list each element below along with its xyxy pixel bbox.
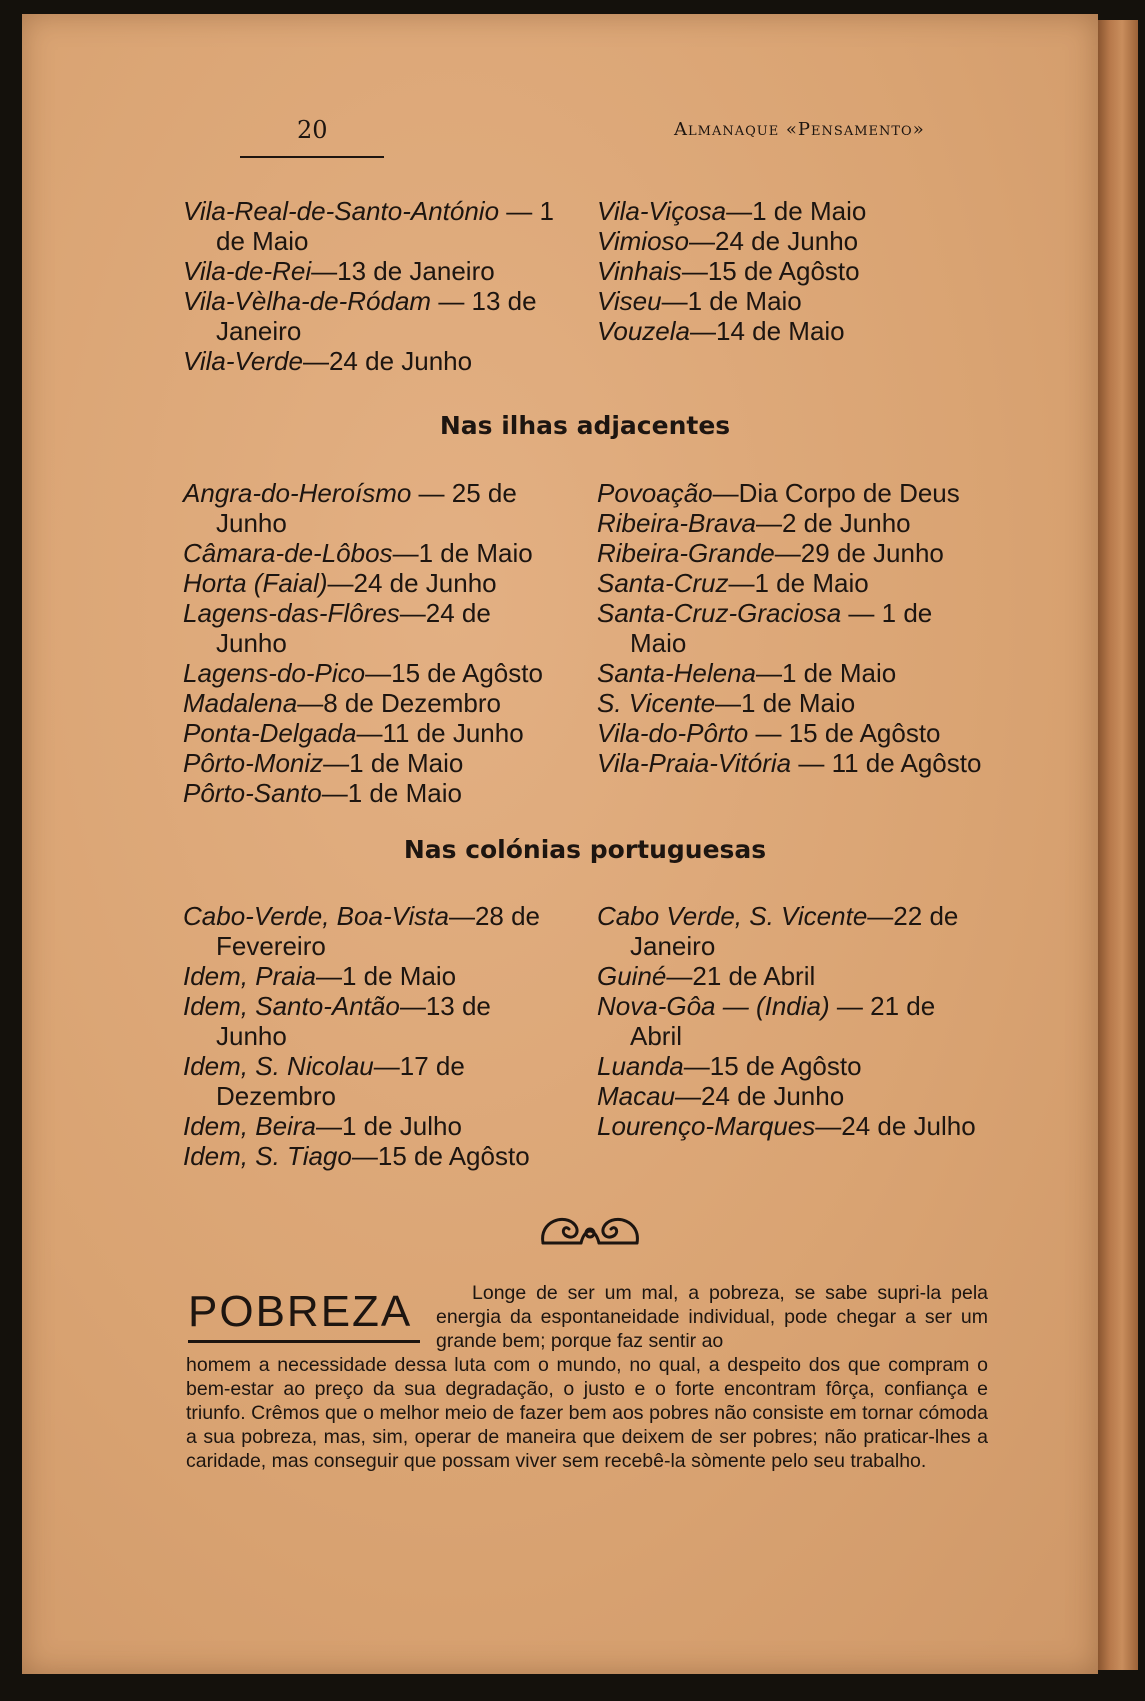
list-item: Câmara-de-Lôbos—1 de Maio [183, 538, 533, 568]
list-item: Vila-Praia-Vitória — 11 de Agôsto [597, 748, 982, 778]
list-item: Idem, Santo-Antão—13 de Junho [183, 991, 491, 1051]
list-item: Vimioso—24 de Junho [597, 226, 859, 256]
pobreza-lead-paragraph: Longe de ser um mal, a pobreza, se sabe supri-la pela energia da espontaneidade individual, pode chegar a ser um grande bem; porque faz sentir ao [436, 1282, 988, 1352]
list-item: Macau—24 de Junho [597, 1081, 845, 1111]
running-title: Almanaque «Pensamento» [674, 119, 925, 140]
list-item: Angra-do-Heroísmo — 25 de Junho [183, 478, 517, 538]
list-item: Cabo-Verde, Boa-Vista—28 de Fevereiro [183, 901, 541, 961]
list-item: Cabo Verde, S. Vicente—22 de Janeiro [597, 901, 959, 961]
list-item: Ponta-Delgada—11 de Junho [183, 718, 524, 748]
ilhas-left-column [183, 478, 568, 808]
continental-right-column [597, 196, 987, 346]
list-item: Horta (Faial)—24 de Junho [183, 568, 497, 598]
section-heading-ilhas: Nas ilhas adjacentes [439, 411, 731, 440]
list-item: Madalena—8 de Dezembro [183, 688, 501, 718]
list-item: Pôrto-Moniz—1 de Maio [183, 748, 464, 778]
pobreza-title: POBREZA [188, 1287, 413, 1336]
list-item: Vinhais—15 de Agôsto [597, 256, 860, 286]
ornament-icon [535, 1207, 645, 1251]
ilhas-right-column [597, 478, 987, 778]
list-item: Idem, S. Nicolau—17 de Dezembro [183, 1051, 465, 1111]
list-item: Vila-Real-de-Santo-António — 1 de Maio [183, 196, 554, 256]
list-item: Guiné—21 de Abril [597, 961, 816, 991]
list-item: Idem, Praia—1 de Maio [183, 961, 457, 991]
list-item: Viseu—1 de Maio [597, 286, 802, 316]
list-item: Pôrto-Santo—1 de Maio [183, 778, 462, 808]
list-item: Lagens-do-Pico—15 de Agôsto [183, 658, 543, 688]
colonias-right-column [597, 901, 987, 1141]
list-item: Luanda—15 de Agôsto [597, 1051, 862, 1081]
colonias-left-column [183, 901, 568, 1171]
list-item: Ribeira-Brava—2 de Junho [597, 508, 911, 538]
section-heading-colonias: Nas colónias portuguesas [403, 835, 767, 864]
list-item: Lourenço-Marques—24 de Julho [597, 1111, 976, 1141]
page-number: 20 [297, 116, 328, 144]
list-item: Idem, Beira—1 de Julho [183, 1111, 462, 1141]
list-item: Vila-Verde—24 de Junho [183, 346, 473, 376]
list-item: Vila-Viçosa—1 de Maio [597, 196, 867, 226]
list-item: S. Vicente—1 de Maio [597, 688, 856, 718]
list-item: Idem, S. Tiago—15 de Agôsto [183, 1141, 530, 1171]
list-item: Nova-Gôa — (India) — 21 de Abril [597, 991, 936, 1051]
list-item: Santa-Cruz-Graciosa — 1 de Maio [597, 598, 933, 658]
list-item: Povoação—Dia Corpo de Deus [597, 478, 960, 508]
list-item: Vila-Vèlha-de-Ródam — 13 de Janeiro [183, 286, 537, 346]
continental-left-column [183, 196, 568, 376]
list-item: Lagens-das-Flôres—24 de Junho [183, 598, 491, 658]
page-number-rule [240, 156, 384, 158]
page-edge [1098, 20, 1138, 1670]
list-item: Ribeira-Grande—29 de Junho [597, 538, 944, 568]
list-item: Santa-Cruz—1 de Maio [597, 568, 869, 598]
list-item: Vouzela—14 de Maio [597, 316, 845, 346]
list-item: Vila-do-Pôrto — 15 de Agôsto [597, 718, 941, 748]
pobreza-body-paragraph: homem a necessidade dessa luta com o mundo, no qual, a despeito dos que compram o bem-estar ao preço da sua degradação, o justo e o forte encontram fôrça, confiança e triunfo. Crêmos que o melhor meio de fazer bem aos pobres não consiste em tornar cómoda a sua pobreza, mas, sim, operar de maneira que deixem de ser pobres; não praticar-lhes a caridade, mas conseguir que possam viver sem recebê-la sòmente pelo seu trabalho. [186, 1354, 988, 1472]
list-item: Santa-Helena—1 de Maio [597, 658, 897, 688]
list-item: Vila-de-Rei—13 de Janeiro [183, 256, 495, 286]
pobreza-title-rule [188, 1340, 420, 1343]
